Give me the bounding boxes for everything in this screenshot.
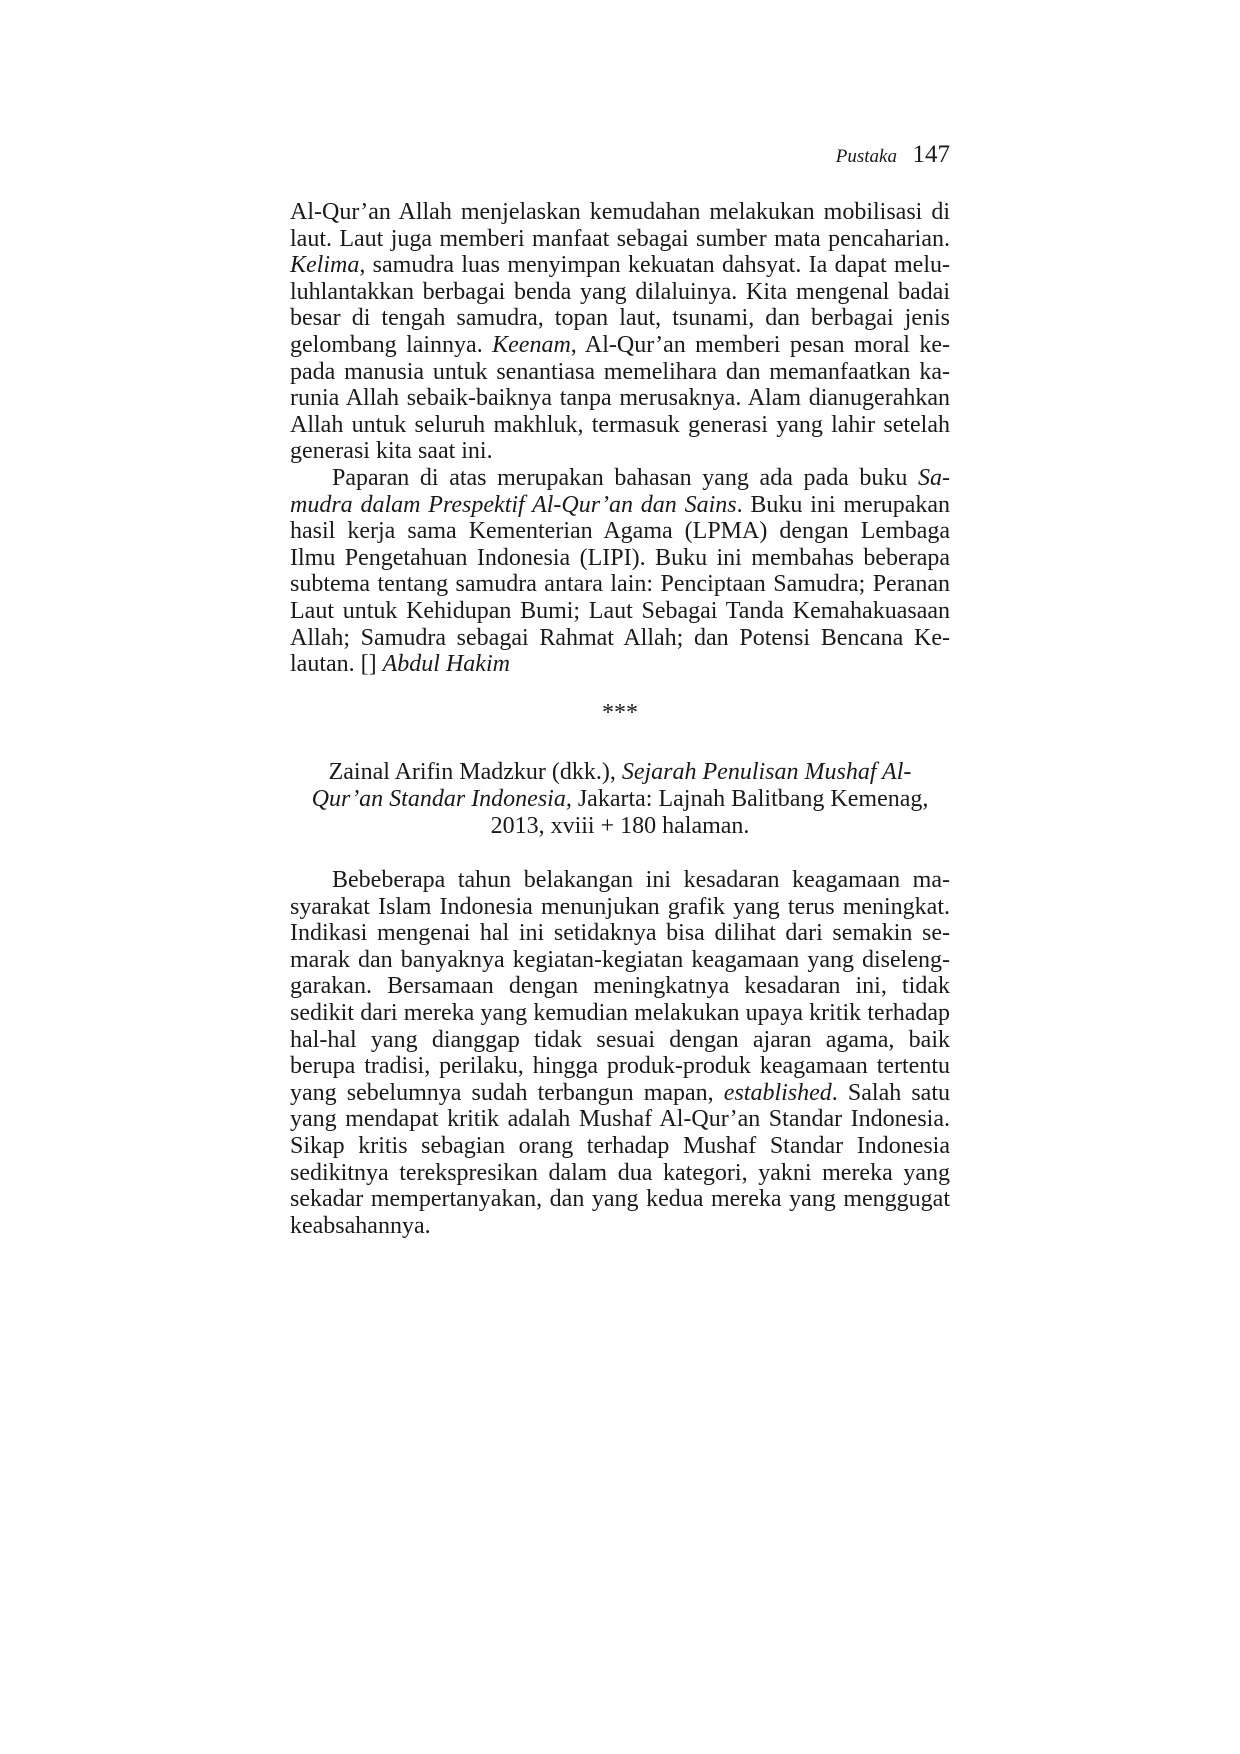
paragraph-1 xyxy=(290,199,950,465)
paragraph-2-text-b: . Buku ini merupakan hasil kerja sama Kementerian Agama (LPMA) dengan Lembaga Ilmu Pengetahuan Indonesia (LIPI). Buku ini membahas beberapa subtema tentang samudra antara lain: Penciptaan Samudra; Peranan Laut untuk Kehidupan Bumi; Laut Sebagai Tanda Kemahakuasaan Allah; Samudra sebagai Rahmat Allah; dan Potensi Bencana Kelautan. [] xyxy=(290,491,950,678)
paragraph-3-text-a: Bebeberapa tahun belakangan ini kesadaran keagamaan masyarakat Islam Indonesia menunjukan grafik yang terus meningkat. Indikasi mengenai hal ini setidaknya bisa dilihat dari semakin semarak dan banyaknya kegiatan-kegiatan keagamaan yang diselenggarakan. Bersamaan dengan meningkatnya kesadaran ini, tidak sedikit dari mereka yang kemudian melakukan upaya kritik terhadap hal-hal yang dianggap tidak sesuai dengan ajaran agama, baik berupa tradisi, perilaku, hingga produk-produk keagamaan tertentu yang sebelumnya sudah terbangun mapan, xyxy=(290,867,950,1106)
paragraph-2-author: Abdul Hakim xyxy=(382,651,510,678)
paragraph-1-text-c: , Al-Qur’an memberi pesan moral kepada manusia untuk senantiasa memelihara dan memanfaatkan karunia Allah sebaik-baiknya tanpa merusaknya. Alam dianugerahkan Allah untuk seluruh makhluk, termasuk generasi yang lahir setelah generasi kita saat ini. xyxy=(290,331,950,465)
paragraph-3-text-b: . Salah satu yang mendapat kritik adalah Mushaf Al-Qur’an Standar Indonesia. Sikap kritis sebagian orang terhadap Mushaf Standar Indonesia sedikitnya terekspresikan dalam dua kategori, yakni mereka yang sekadar mempertanyakan, dan yang kedua mereka yang menggugat keabsahannya. xyxy=(290,1079,951,1239)
paragraph-3 xyxy=(290,867,950,1239)
paragraph-1-kelima: Kelima xyxy=(290,252,360,279)
running-header xyxy=(290,140,950,172)
citation-line-2 xyxy=(290,786,950,813)
paragraph-1-text-a: Al-Qur’an Allah menjelaskan kemudahan melakukan mobilisasi di laut. Laut juga memberi manfaat sebagai sumber mata pencaharian. xyxy=(290,199,950,252)
citation-pages: 2013, xviii + 180 halaman. xyxy=(490,813,750,839)
citation-line-1 xyxy=(290,759,950,786)
paragraph-2 xyxy=(290,465,950,678)
book-citation xyxy=(290,759,950,840)
review-body-part2 xyxy=(290,867,950,1239)
paragraph-2-text-a: Paparan di atas merupakan bahasan yang ada pada buku xyxy=(332,464,918,491)
citation-title-line-1: Sejarah Penulisan Mushaf Al- xyxy=(621,759,912,785)
page-number: 147 xyxy=(912,141,950,168)
citation-publisher: Jakarta: Lajnah Balitbang Kemenag, xyxy=(571,786,929,812)
paragraph-3-established: established xyxy=(723,1079,832,1106)
review-body-part1 xyxy=(290,199,950,678)
header-section-title: Pustaka xyxy=(835,146,897,167)
paragraph-1-keenam: Keenam xyxy=(492,331,571,358)
paragraph-1-text-b: , samudra luas menyimpan kekuatan dahsyat. Ia dapat meluluhlantakkan berbagai benda yang dilaluinya. Kita mengenal badai besar di tengah samudra, topan laut, tsunami, dan berbagai jenis gelombang lainnya. xyxy=(290,252,950,358)
paragraph-2-book-title: Samudra dalam Prespektif Al-Qur’an dan Sains xyxy=(290,464,950,518)
citation-title-line-2: Qur’an Standar Indonesia, xyxy=(311,786,572,812)
citation-author: Zainal Arifin Madzkur (dkk.), xyxy=(328,759,622,785)
section-separator: *** xyxy=(602,700,638,726)
